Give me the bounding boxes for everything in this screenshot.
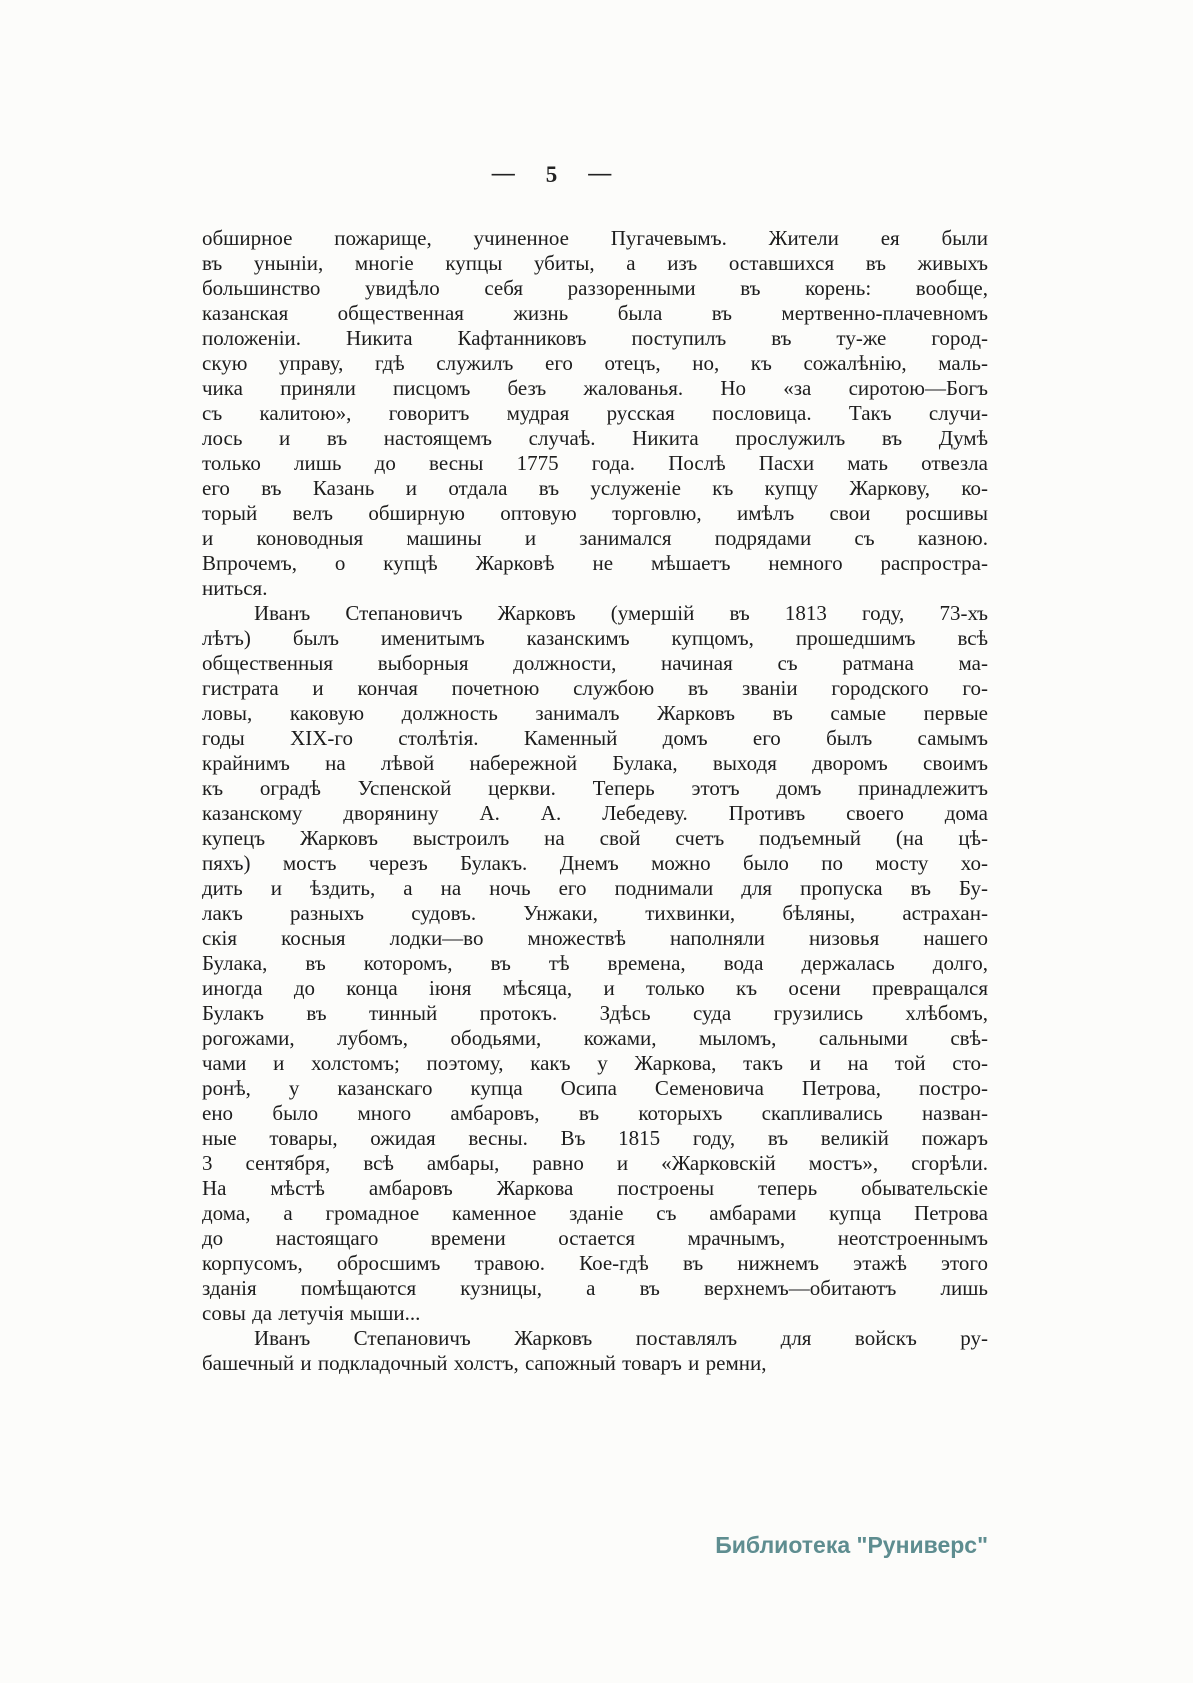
text-line: съ калитою», говоритъ мудрая русская пословица. Такъ случи- — [202, 401, 988, 425]
text-line: большинство увидѣло себя раззоренными въ корень: вообще, — [202, 276, 988, 300]
text-block — [202, 226, 988, 1376]
text-line: чами и холстомъ; поэтому, какъ у Жаркова, такъ и на той сто- — [202, 1051, 988, 1075]
library-watermark: Библиотека "Руниверс" — [715, 1532, 988, 1558]
text-line: казанскому дворянину А. А. Лебедеву. Противъ своего дома — [202, 801, 988, 825]
text-line: крайнимъ на лѣвой набережной Булака, выходя дворомъ своимъ — [202, 751, 988, 775]
paragraph — [202, 226, 988, 601]
text-line: его въ Казань и отдала въ услуженіе къ купцу Жаркову, ко- — [202, 476, 988, 500]
text-line: рогожами, лубомъ, ободьями, кожами, мыломъ, сальными свѣ- — [202, 1026, 988, 1050]
text-line: ные товары, ожидая весны. Въ 1815 году, въ великій пожаръ — [202, 1126, 988, 1150]
text-line: ронѣ, у казанскаго купца Осипа Семеновича Петрова, постро- — [202, 1076, 988, 1100]
text-line: Впрочемъ, о купцѣ Жарковѣ не мѣшаетъ немного распростра- — [202, 551, 988, 575]
text-line: Булакъ въ тинный протокъ. Здѣсь суда грузились хлѣбомъ, — [202, 1001, 988, 1025]
text-line: торый велъ обширную оптовую торговлю, имѣлъ свои росшивы — [202, 501, 988, 525]
text-line: дить и ѣздить, а на ночь его поднимали для пропуска въ Бу- — [202, 876, 988, 900]
text-line: чика приняли писцомъ безъ жалованья. Но «за сиротою—Богъ — [202, 376, 988, 400]
text-line: и коноводныя машины и занимался подрядами съ казною. — [202, 526, 988, 550]
text-line: годы XIX-го столѣтія. Каменный домъ его былъ самымъ — [202, 726, 988, 750]
text-line: Иванъ Степановичъ Жарковъ (умершій въ 1813 году, 73-хъ — [254, 601, 988, 625]
text-line: зданія помѣщаются кузницы, а въ верхнемъ—обитаютъ лишь — [202, 1276, 988, 1300]
page-header — [202, 162, 902, 188]
text-line: лѣтъ) былъ именитымъ казанскимъ купцомъ, прошедшимъ всѣ — [202, 626, 988, 650]
text-line: пяхъ) мостъ черезъ Булакъ. Днемъ можно было по мосту хо- — [202, 851, 988, 875]
text-line: гистрата и кончая почетною службою въ званіи городского го- — [202, 676, 988, 700]
text-line: иногда до конца іюня мѣсяца, и только къ осени превращался — [202, 976, 988, 1000]
text-line: положеніи. Никита Кафтанниковъ поступилъ въ ту-же город- — [202, 326, 988, 350]
text-line: купецъ Жарковъ выстроилъ на свой счетъ подъемный (на цѣ- — [202, 826, 988, 850]
text-line: до настоящаго времени остается мрачнымъ, неотстроеннымъ — [202, 1226, 988, 1250]
text-line: Иванъ Степановичъ Жарковъ поставлялъ для войскъ ру- — [254, 1326, 988, 1350]
text-line: ено было много амбаровъ, въ которыхъ скапливались назван- — [202, 1101, 988, 1125]
header-left-dash: — — [491, 160, 516, 185]
text-line: казанская общественная жизнь была въ мертвенно-плачевномъ — [202, 301, 988, 325]
text-line: въ уныніи, многіе купцы убиты, а изъ оставшихся въ живыхъ — [202, 251, 988, 275]
text-line: корпусомъ, обросшимъ травою. Кое-гдѣ въ нижнемъ этажѣ этого — [202, 1251, 988, 1275]
text-line: обширное пожарище, учиненное Пугачевымъ. Жители ея были — [202, 226, 988, 250]
text-line: къ оградѣ Успенской церкви. Теперь этотъ домъ принадлежитъ — [202, 776, 988, 800]
text-line: лось и въ настоящемъ случаѣ. Никита прослужилъ въ Думѣ — [202, 426, 988, 450]
text-line: совы да летучія мыши... — [202, 1301, 421, 1325]
text-line: 3 сентября, всѣ амбары, равно и «Жарковскій мостъ», сгорѣли. — [202, 1151, 988, 1175]
paragraph — [202, 601, 988, 1326]
text-line: только лишь до весны 1775 года. Послѣ Пасхи мать отвезла — [202, 451, 988, 475]
text-line: Булака, въ которомъ, въ тѣ времена, вода держалась долго, — [202, 951, 988, 975]
text-line: скую управу, гдѣ служилъ его отецъ, но, къ сожалѣнію, маль- — [202, 351, 988, 375]
header-right-dash: — — [588, 160, 613, 185]
text-line: На мѣстѣ амбаровъ Жаркова построены теперь обывательскіе — [202, 1176, 988, 1200]
text-line: ниться. — [202, 576, 268, 600]
text-line: скія косныя лодки—во множествѣ наполняли низовья нашего — [202, 926, 988, 950]
text-line: общественныя выборныя должности, начиная съ ратмана ма- — [202, 651, 988, 675]
text-line: лакъ разныхъ судовъ. Унжаки, тихвинки, бѣляны, астрахан- — [202, 901, 988, 925]
page-number: 5 — [545, 162, 559, 187]
text-line: ловы, каковую должность занималъ Жарковъ въ самые первые — [202, 701, 988, 725]
paragraph — [202, 1326, 988, 1376]
text-line: дома, а громадное каменное зданіе съ амбарами купца Петрова — [202, 1201, 988, 1225]
text-line: башечный и подкладочный холстъ, сапожный товаръ и ремни, — [202, 1351, 767, 1375]
